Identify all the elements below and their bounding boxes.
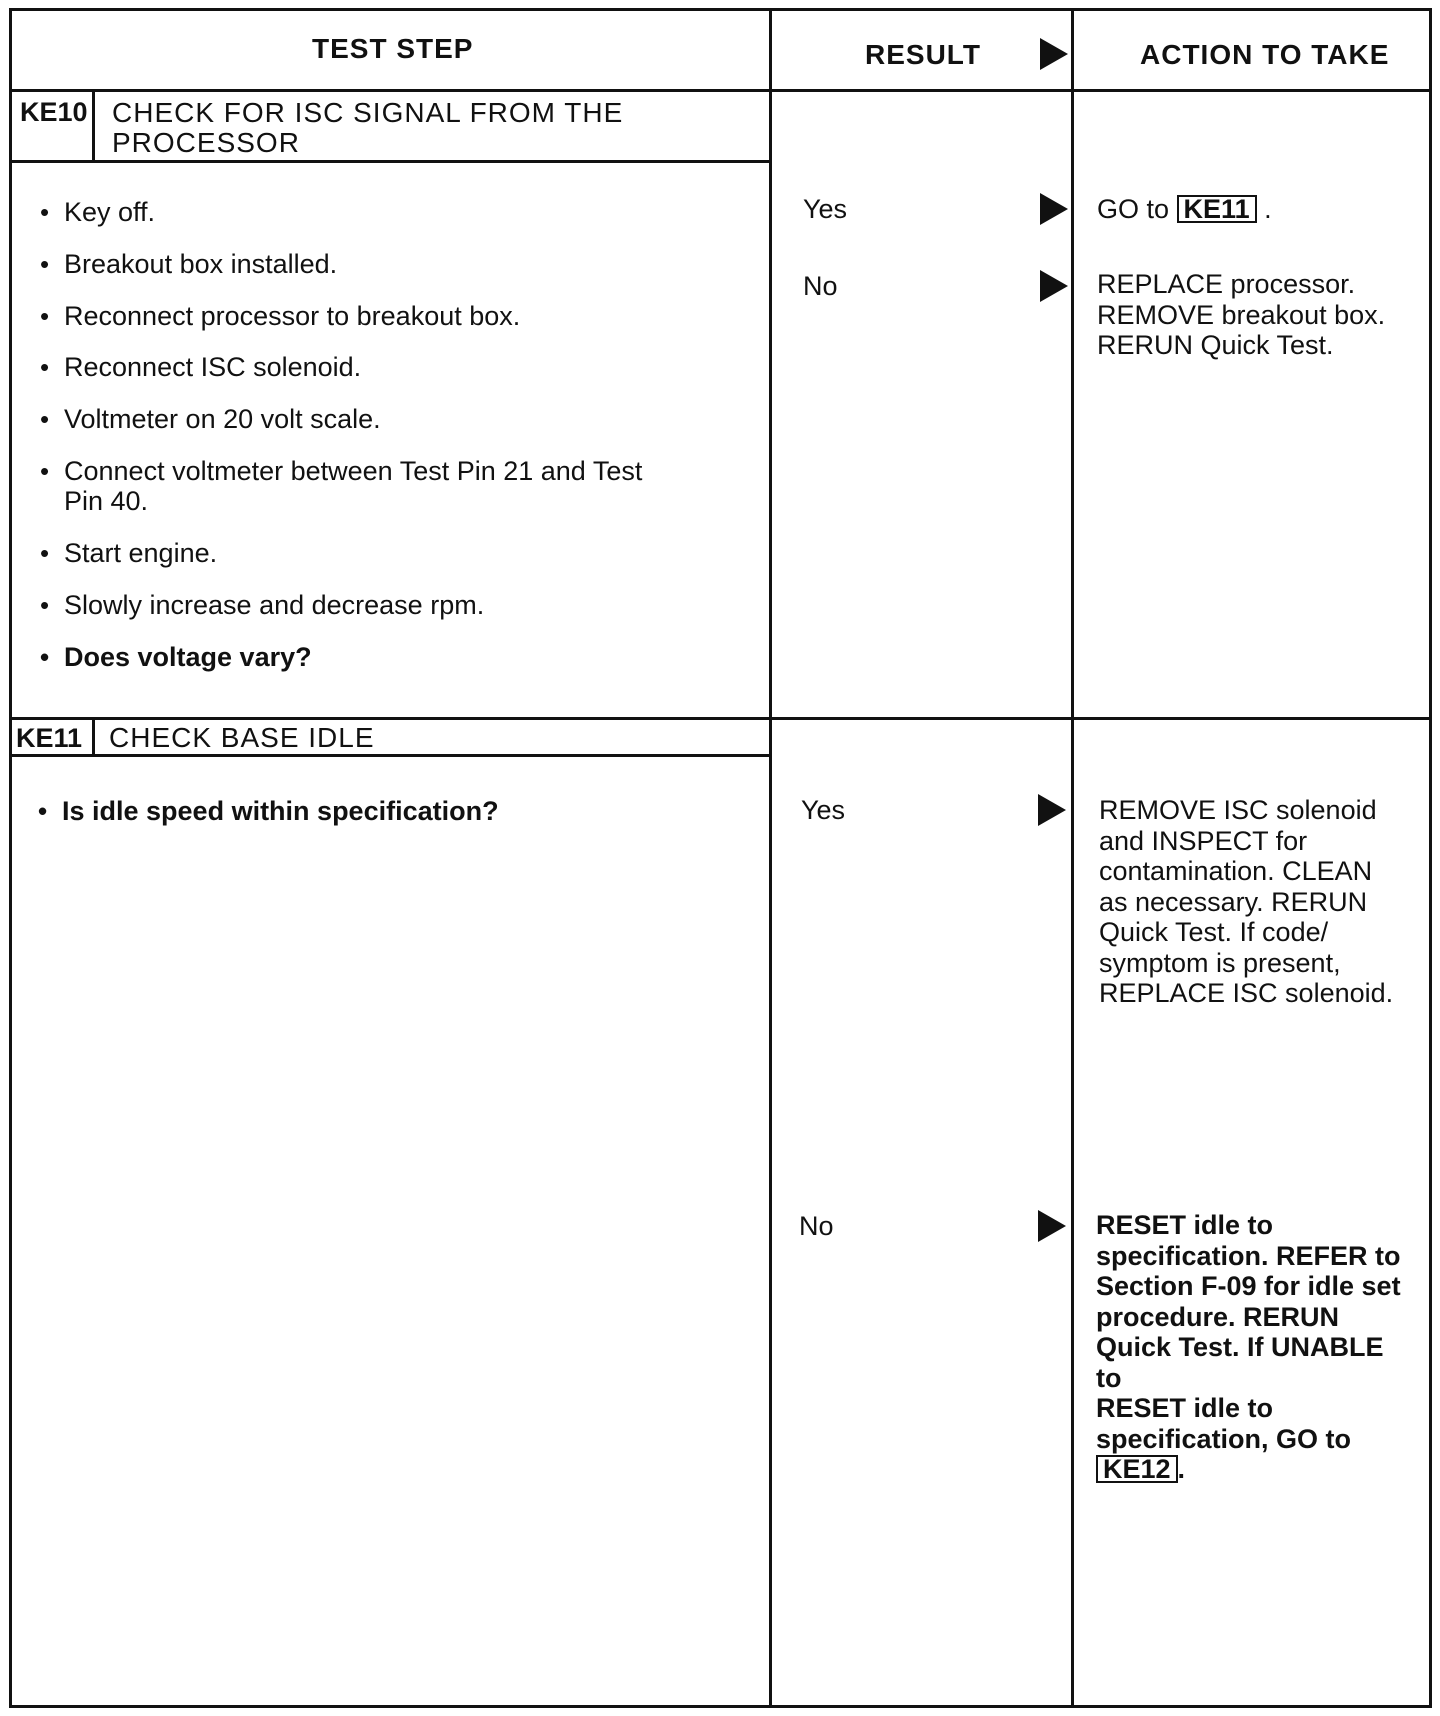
- action-line: RESET idle to: [1096, 1210, 1274, 1240]
- action-line: specification, GO to: [1096, 1423, 1352, 1454]
- header-test-step: TEST STEP: [312, 33, 474, 64]
- action-line: symptom is present,: [1099, 947, 1341, 978]
- bullet-item: • Key off.: [20, 197, 740, 227]
- step-title-line: CHECK FOR ISC SIGNAL FROM THE: [112, 97, 624, 128]
- action-line: procedure. RERUN: [1096, 1301, 1340, 1332]
- step-title-divider: [12, 160, 769, 163]
- action-line: Quick Test. If UNABLE to: [1096, 1332, 1384, 1393]
- action-no: [1097, 269, 1427, 361]
- step-title: CHECK BASE IDLE: [109, 722, 375, 753]
- bullet-item: • Start engine.: [20, 538, 740, 568]
- action-line: RERUN Quick Test.: [1097, 330, 1334, 360]
- arrow-right-icon: [1040, 270, 1068, 302]
- action-line: as necessary. RERUN: [1099, 886, 1368, 917]
- action-line: Quick Test. If code/: [1099, 917, 1329, 947]
- action-line: specification. REFER to: [1096, 1240, 1401, 1271]
- step-divider: [12, 717, 1431, 720]
- action-line: RESET idle to: [1096, 1393, 1274, 1423]
- arrow-right-icon: [1038, 794, 1066, 826]
- result-yes: Yes: [803, 194, 848, 224]
- action-line: contamination. CLEAN: [1099, 856, 1373, 886]
- header-result: RESULT: [865, 39, 981, 70]
- header-action: ACTION TO TAKE: [1140, 39, 1390, 70]
- header-divider: [12, 89, 1431, 92]
- arrow-right-icon: [1038, 1210, 1066, 1242]
- result-no: No: [799, 1211, 834, 1241]
- action-no: [1096, 1210, 1416, 1485]
- step-title: [112, 98, 623, 158]
- arrow-right-icon: [1040, 193, 1068, 225]
- result-no: No: [803, 271, 838, 301]
- action-line: REPLACE ISC solenoid.: [1099, 978, 1394, 1008]
- column-divider: [769, 11, 772, 1705]
- bullet-item: [20, 456, 740, 516]
- action-line: REPLACE processor.: [1097, 269, 1356, 299]
- bullet-question: • Is idle speed within specification?: [18, 796, 738, 826]
- bullet-item: • Slowly increase and decrease rpm.: [20, 590, 740, 620]
- action-yes: [1097, 194, 1427, 225]
- bullet-line: Pin 40.: [64, 486, 149, 516]
- step-tag-divider: [92, 717, 95, 754]
- arrow-right-icon: [1040, 38, 1068, 70]
- action-text: GO to: [1097, 194, 1170, 224]
- result-yes: Yes: [801, 795, 846, 825]
- action-text: .: [1264, 194, 1272, 224]
- column-divider: [1071, 11, 1074, 1705]
- action-text: .: [1177, 1454, 1186, 1484]
- action-line: and INSPECT for: [1099, 825, 1308, 856]
- bullet-line: Connect voltmeter between Test Pin 21 and Test: [64, 456, 643, 486]
- step-title-line: PROCESSOR: [112, 127, 300, 158]
- step-tag: KE10: [20, 97, 88, 127]
- action-line: [1096, 1454, 1416, 1485]
- bullet-item: • Voltmeter on 20 volt scale.: [20, 404, 740, 434]
- bullet-item: • Breakout box installed.: [20, 249, 740, 279]
- step-bullets: [20, 197, 740, 672]
- step-reference: KE11: [1177, 195, 1257, 223]
- step-reference: KE12: [1096, 1455, 1178, 1483]
- bullet-item: • Reconnect processor to breakout box.: [20, 301, 740, 331]
- action-line: Section F-09 for idle set: [1096, 1271, 1401, 1301]
- action-yes: [1099, 795, 1419, 1009]
- bullet-item: • Reconnect ISC solenoid.: [20, 352, 740, 382]
- step-tag-divider: [92, 89, 95, 160]
- step-tag: KE11: [16, 723, 83, 753]
- action-line: REMOVE breakout box.: [1097, 299, 1386, 330]
- step-bullets: [18, 796, 738, 826]
- action-line: REMOVE ISC solenoid: [1099, 795, 1377, 825]
- diagnostic-table: [9, 8, 1432, 1708]
- bullet-question: • Does voltage vary?: [20, 642, 740, 672]
- step-title-divider: [12, 754, 769, 757]
